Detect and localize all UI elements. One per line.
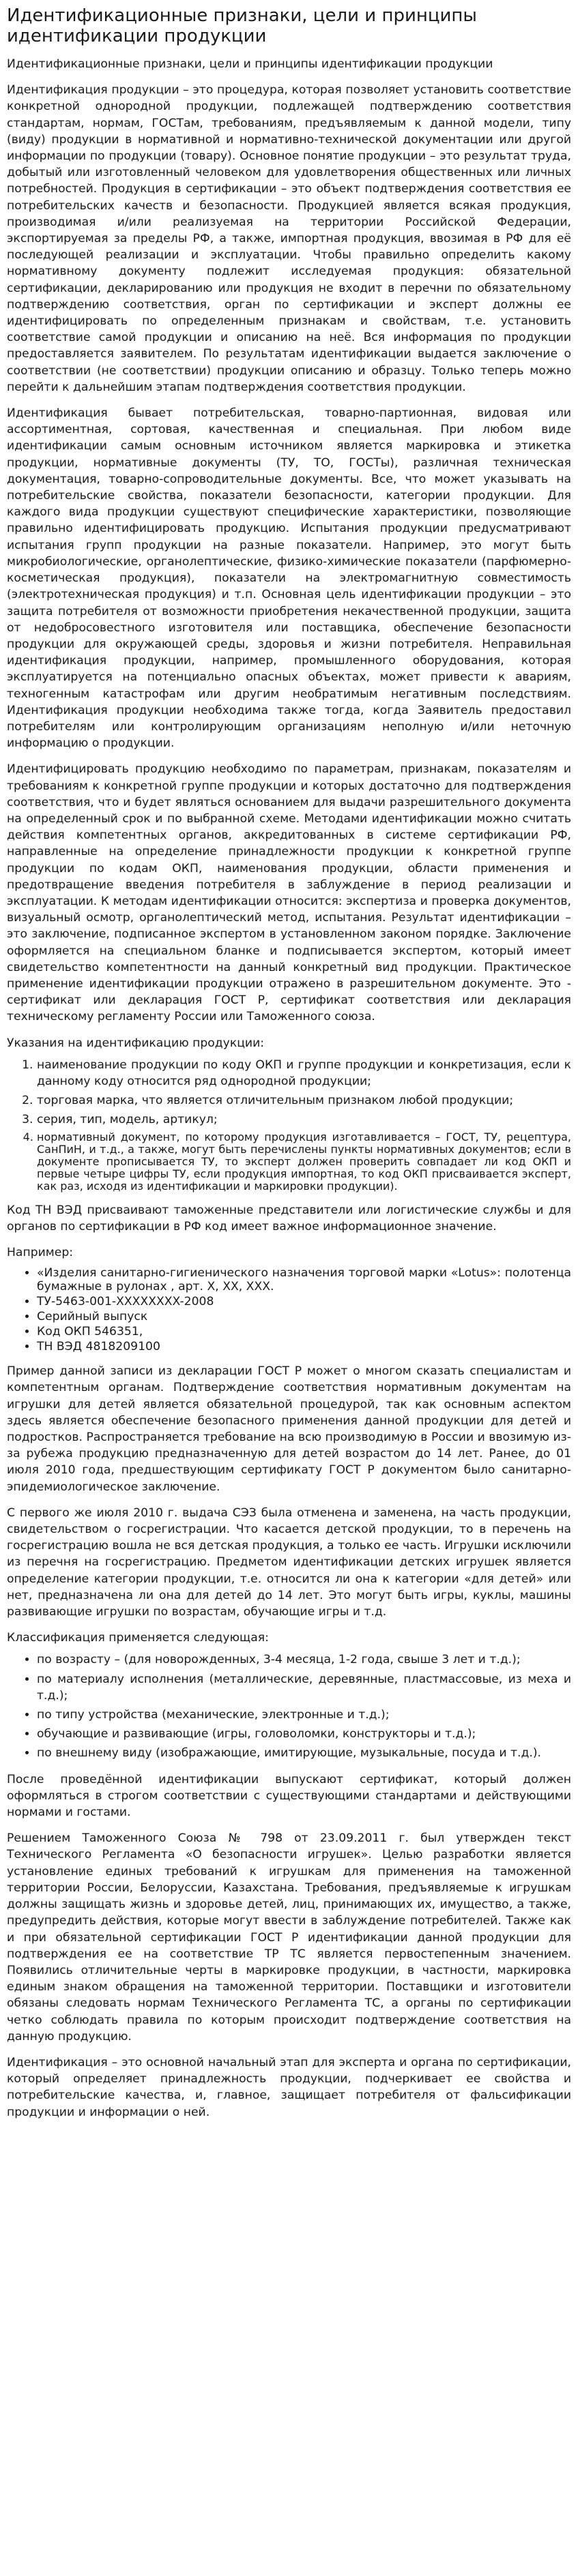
list-item: • Серийный выпуск	[37, 1310, 571, 1323]
list-heading-indications: Указания на идентификацию продукции:	[7, 1036, 265, 1050]
list-item: • по типу устройства (механические, электронные и т.д.);	[37, 1707, 571, 1723]
list-item: • «Изделия санитарно-гигиенического назначения торговой марки «Lotus»: полотенца бумажные в рулонах , арт. Х, ХХ, ХХХ.	[37, 1266, 571, 1293]
paragraph-definition: Идентификация продукции – это процедура, которая позволяет установить соответствие конкретной однородной продукции, подлежащей подтверждению соответствия стандартам, нормам, ГОСТам, требованиям, предъявляемым к данной модели, типу (виду) продукции в нормативной и нормативно-технической документации или другой информации по продукции (товару). Основное понятие продукции – это результат труда, добытый или изготовленный человеком для удовлетворения общественных или личных потребностей. Продукция в сертификации – это объект подтверждения соответствия ее потребительских качеств и безопасности. Продукцией является всякая продукция, производимая и/или реализуемая на территории Российской Федерации, экспортируемая за пределы РФ, а также, импортная продукция, ввозимая в РФ для её последующей реализации и эксплуатации. Чтобы правильно определить какому нормативному документу подлежит исследуемая продукция: обязательной сертификации, декларированию или продукция не входит в перечни по обязательному подтверждению соответствия, орган по сертификации и эксперт должны ее идентифицировать по определенным признакам и свойствам, т.е. установить соответствие самой продукции и описанию на неё. Вся информация по продукции предоставляется заявителем. По результатам идентификации выдается заключение о соответствии (не соответствии) продукции описанию и образцу. Только теперь можно перейти к дальнейшим этапам подтверждения соответствия продукции.	[7, 83, 571, 394]
indications-list	[7, 1057, 571, 1193]
list-item: • по возрасту – (для новорожденных, 3-4 месяца, 1-2 года, свыше 3 лет и т.д.);	[37, 1651, 571, 1668]
list-item: • обучающие и развивающие (игры, головоломки, конструкторы и т.д.);	[37, 1726, 571, 1742]
paragraph-toys-registration: С первого же июля 2010 г. выдача СЭЗ была отменена и заменена, на часть продукции, свидетельством о госрегистрации. Что касается детской продукции, то в перечень на госрегистрацию вошла не вся детская продукция, а только ее часть. Игрушки исключили из перечня на госрегистрацию. Предметом идентификации детских игрушек является определение категории продукции, т.е. относится ли она к категории «для детей» или нет, предназначена ли она для детей до 14 лет. Это могут быть игры, куклы, машины развивающие игрушки по возрастам, обучающие игры и т.д.	[7, 1506, 571, 1619]
paragraph-identification-types: Идентификация бывает потребительская, товарно-партионная, видовая или ассортиментная, сортовая, качественная и специальная. При любом виде идентификации самым основным источником является маркировка и этикетка продукции, нормативные документы (ТУ, ТО, ГОСТы), различная техническая документация, товарно-сопроводительные документы. Все, что может указывать на потребительские свойства, показатели безопасности, категории продукции. Для каждого вида продукции существуют специфические характеристики, позволяющие правильно идентифицировать продукцию. Испытания продукции предусматривают испытания групп продукции на разные показатели. Например, это могут быть микробиологические, органолептические, физико-химические показатели (парфюмерно-косметическая продукция), показатели на электромагнитную совместимость (электротехническая продукция) и т.п. Основная цель идентификации продукции – это защита потребителя от возможности приобретения некачественной продукции, защита от недобросовестного изготовителя или поставщика, обеспечение безопасности продукции для окружающей среды, здоровья и жизни потребителя. Неправильная идентификация продукции, например, промышленного оборудования, которая эксплуатируется на потенциально опасных объектах, может привести к авариям, техногенным катастрофам или другим необратимым негативным последствиям. Идентификация продукции необходима также тогда, когда Заявитель предоставил потребителям или контролирующим организациям неполную и/или неточную информацию о продукции.	[7, 406, 571, 751]
article-subtitle: Идентификационные признаки, цели и принципы идентификации продукции	[7, 57, 493, 71]
paragraph-conclusion: Идентификация – это основной начальный этап для эксперта и органа по сертификации, который определяет принадлежность продукции, подчеркивает ее свойства и потребительские качества, и, главное, защищает потребителя от фальсификации продукции и информации о ней.	[7, 2055, 571, 2119]
page-title: Идентификационные признаки, цели и принципы идентификации продукции	[7, 5, 477, 46]
list-item: • ТН ВЭД 4818209100	[37, 1340, 571, 1353]
list-item: • Код ОКП 546351,	[37, 1325, 571, 1338]
paragraph-certificate-issue: После проведённой идентификации выпускают сертификат, который должен оформляться в строгом соответствии с существующими стандартами и действующими нормами и гостами.	[7, 1772, 571, 1820]
list-item: 3. серия, тип, модель, артикул;	[37, 1111, 571, 1128]
example-list	[7, 1266, 571, 1353]
paragraph-identification-methods: Идентифицировать продукцию необходимо по параметрам, признакам, показателям и требованиям к конкретной группе продукции и которых достаточно для подтверждения соответствия, что и будет являться основанием для выдачи разрешительного документа на определенный срок и по выбранной схеме. Методами идентификации можно считать действия компетентных органов, аккредитованных в системе сертификации РФ, направленные на определение принадлежности продукции к конкретной группе продукции по кодам ОКП, наименования продукции, области применения и предотвращение введения потребителя в заблуждение в период реализации и эксплуатации. К методам идентификации относится: экспертиза и проверка документов, визуальный осмотр, органолептический метод, испытания. Результат идентификации – это заключение, подписанное экспертом в установленном законом порядке. Заключение оформляется на специальном бланке и подписывается экспертом, который имеет свидетельство компетентности на данный конкретный вид продукции. Практическое применение идентификации продукции отражено в разрешительном документе. Это - сертификат или декларация ГОСТ Р, сертификат соответствия или декларация техническому регламенту России или Таможенного союза.	[7, 762, 571, 1024]
paragraph-tnved-code: Код ТН ВЭД присваивают таможенные представители или логистические службы и для органов по сертификации в РФ код имеет важное информационное значение.	[7, 1203, 571, 1233]
paragraph-technical-regulation: Решением Таможенного Союза № 798 от 23.09.2011 г. был утвержден текст Технического Регламента «О безопасности игрушек». Целью разработки является установление единых требований к игрушкам для применения на таможенной территории России, Белоруссии, Казахстана. Требования, предъявляемые к игрушкам должны защищать жизнь и здоровье детей, лиц, принимающих их, имущество, а также, предупредить действия, которые могут ввести в заблуждение потребителей. Также как и при обязательной сертификации ГОСТ Р идентификации данной продукции для подтверждения ее на соответствие ТР ТС является первостепенным значением. Появились отличительные черты в маркировке продукции, в частности, маркировка единым знаком обращения на таможенной территории. Поставщики и изготовители обязаны следовать нормам Технического Регламента ТС, а органы по сертификации четко соблюдать правила по которым происходит подтверждение соответствия на данную продукцию.	[7, 1831, 571, 2043]
list-item: 1. наименование продукции по коду ОКП и группе продукции и конкретизация, если к данному коду относится ряд однородной продукции;	[37, 1057, 571, 1090]
list-item: 2. торговая марка, что является отличительным признаком любой продукции;	[37, 1092, 571, 1109]
example-heading: Например:	[7, 1246, 74, 1259]
classification-list	[7, 1651, 571, 1761]
paragraph-declaration-example: Пример данной записи из декларации ГОСТ Р может о многом сказать специалистам и компетентным органам. Подтверждение соответствия нормативным документам на игрушки для детей является обязательной процедурой, так как основным аспектом здесь является обеспечение безопасного применения данной продукции для детей и подростков. Распространяется требование на всю производимую в России и ввозимую из-за рубежа продукцию предназначенную для детей возрастом до 14 лет. Ранее, до 01 июля 2010 года, предшествующим сертификату ГОСТ Р документом было санитарно-эпидемиологическое заключение.	[7, 1364, 571, 1494]
list-item: • по внешнему виду (изображающие, имитирующие, музыкальные, посуда и т.д.).	[37, 1745, 571, 1761]
list-item: • ТУ-5463-001-XXXXXXXX-2008	[37, 1295, 571, 1308]
list-item: 4. нормативный документ, по которому продукция изготавливается – ГОСТ, ТУ, рецептура, СанПиН, и т.д., а также, могут быть перечислены пункты нормативных документов; если в документе прописывается ТУ, то эксперт должен проверить совпадает ли код ОКП и первые четыре цифры ТУ, если продукция импортная, то код ОКП присваивается эксперт, как раз, исходя из идентификации и маркировки продукции).	[37, 1131, 571, 1193]
list-heading-classification: Классификация применяется следующая:	[7, 1631, 269, 1645]
list-item: • по материалу исполнения (металлические, деревянные, пластмассовые, из меха и т.д.);	[37, 1671, 571, 1704]
